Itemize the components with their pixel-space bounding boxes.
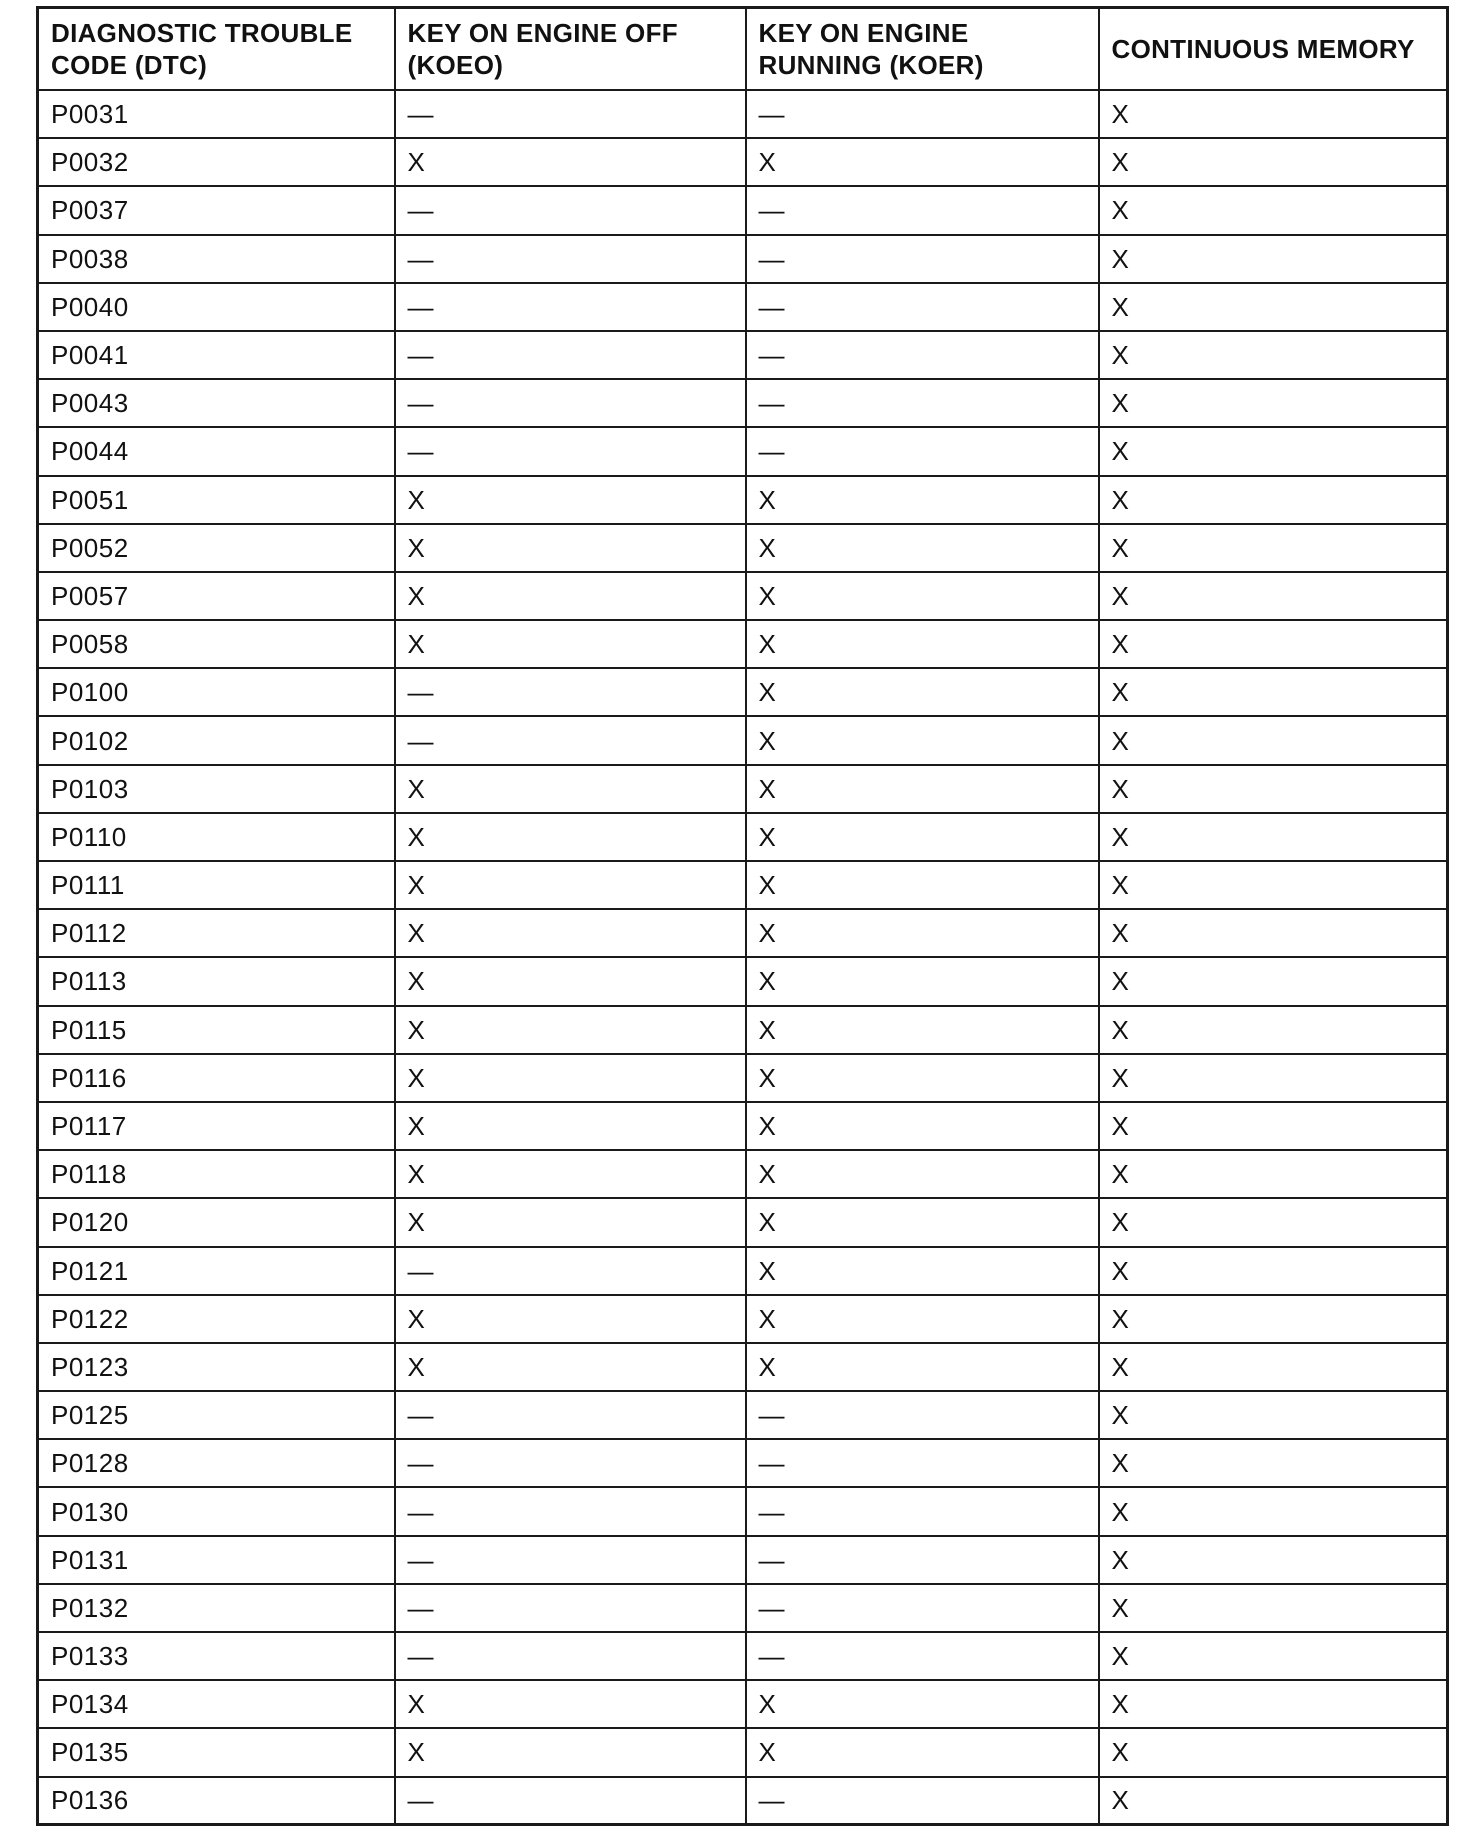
koeo-cell: — xyxy=(395,379,746,427)
koer-cell: X xyxy=(746,1295,1099,1343)
koeo-cell: — xyxy=(395,186,746,234)
continuous-memory-cell: X xyxy=(1099,1006,1448,1054)
table-body xyxy=(38,90,1448,1825)
dtc-code-cell: P0057 xyxy=(38,572,395,620)
table-row xyxy=(38,331,1448,379)
table-row xyxy=(38,1150,1448,1198)
dtc-code-cell: P0132 xyxy=(38,1584,395,1632)
dtc-table xyxy=(36,6,1449,1826)
continuous-memory-cell: X xyxy=(1099,620,1448,668)
dtc-code-cell: P0037 xyxy=(38,186,395,234)
continuous-memory-cell: X xyxy=(1099,1343,1448,1391)
dtc-code-cell: P0058 xyxy=(38,620,395,668)
dtc-code-cell: P0133 xyxy=(38,1632,395,1680)
koer-cell: X xyxy=(746,620,1099,668)
header-continuous-memory: CONTINUOUS MEMORY xyxy=(1099,8,1448,91)
koeo-cell: X xyxy=(395,1343,746,1391)
koer-cell: — xyxy=(746,1777,1099,1825)
koeo-cell: — xyxy=(395,1584,746,1632)
dtc-code-cell: P0038 xyxy=(38,235,395,283)
koer-cell: X xyxy=(746,1006,1099,1054)
koer-cell: X xyxy=(746,1150,1099,1198)
koeo-cell: — xyxy=(395,1777,746,1825)
koeo-cell: X xyxy=(395,1102,746,1150)
continuous-memory-cell: X xyxy=(1099,1102,1448,1150)
dtc-code-cell: P0115 xyxy=(38,1006,395,1054)
dtc-code-cell: P0040 xyxy=(38,283,395,331)
koer-cell: X xyxy=(746,1054,1099,1102)
table-row xyxy=(38,524,1448,572)
dtc-code-cell: P0102 xyxy=(38,716,395,764)
koeo-cell: X xyxy=(395,1150,746,1198)
koeo-cell: — xyxy=(395,283,746,331)
continuous-memory-cell: X xyxy=(1099,1247,1448,1295)
koer-cell: — xyxy=(746,186,1099,234)
koer-cell: X xyxy=(746,765,1099,813)
dtc-code-cell: P0135 xyxy=(38,1728,395,1776)
koeo-cell: — xyxy=(395,716,746,764)
koeo-cell: — xyxy=(395,1487,746,1535)
koeo-cell: X xyxy=(395,861,746,909)
table-row xyxy=(38,1632,1448,1680)
table-row xyxy=(38,668,1448,716)
table-row xyxy=(38,1680,1448,1728)
dtc-code-cell: P0125 xyxy=(38,1391,395,1439)
header-koeo: KEY ON ENGINE OFF (KOEO) xyxy=(395,8,746,91)
dtc-code-cell: P0121 xyxy=(38,1247,395,1295)
continuous-memory-cell: X xyxy=(1099,331,1448,379)
koeo-cell: X xyxy=(395,1054,746,1102)
koeo-cell: X xyxy=(395,1295,746,1343)
dtc-code-cell: P0052 xyxy=(38,524,395,572)
koeo-cell: X xyxy=(395,957,746,1005)
koeo-cell: X xyxy=(395,1680,746,1728)
continuous-memory-cell: X xyxy=(1099,1777,1448,1825)
koer-cell: — xyxy=(746,235,1099,283)
continuous-memory-cell: X xyxy=(1099,861,1448,909)
koer-cell: — xyxy=(746,427,1099,475)
dtc-code-cell: P0117 xyxy=(38,1102,395,1150)
continuous-memory-cell: X xyxy=(1099,1680,1448,1728)
table-row xyxy=(38,813,1448,861)
koer-cell: — xyxy=(746,1487,1099,1535)
koeo-cell: X xyxy=(395,1198,746,1246)
dtc-code-cell: P0122 xyxy=(38,1295,395,1343)
continuous-memory-cell: X xyxy=(1099,813,1448,861)
koeo-cell: — xyxy=(395,668,746,716)
koeo-cell: — xyxy=(395,90,746,138)
koer-cell: X xyxy=(746,1680,1099,1728)
continuous-memory-cell: X xyxy=(1099,427,1448,475)
koer-cell: — xyxy=(746,379,1099,427)
dtc-code-cell: P0043 xyxy=(38,379,395,427)
table-row xyxy=(38,1343,1448,1391)
koer-cell: — xyxy=(746,1439,1099,1487)
table-row xyxy=(38,1439,1448,1487)
dtc-code-cell: P0128 xyxy=(38,1439,395,1487)
dtc-code-cell: P0103 xyxy=(38,765,395,813)
table-row xyxy=(38,1198,1448,1246)
koer-cell: X xyxy=(746,861,1099,909)
continuous-memory-cell: X xyxy=(1099,476,1448,524)
table-row xyxy=(38,1391,1448,1439)
header-dtc: DIAGNOSTIC TROUBLE CODE (DTC) xyxy=(38,8,395,91)
continuous-memory-cell: X xyxy=(1099,186,1448,234)
koer-cell: X xyxy=(746,668,1099,716)
koeo-cell: X xyxy=(395,476,746,524)
koer-cell: X xyxy=(746,572,1099,620)
koer-cell: X xyxy=(746,524,1099,572)
dtc-code-cell: P0116 xyxy=(38,1054,395,1102)
koer-cell: X xyxy=(746,1247,1099,1295)
koer-cell: — xyxy=(746,283,1099,331)
koeo-cell: — xyxy=(395,1536,746,1584)
dtc-code-cell: P0130 xyxy=(38,1487,395,1535)
table-row xyxy=(38,716,1448,764)
table-row xyxy=(38,1054,1448,1102)
table-row xyxy=(38,1536,1448,1584)
koeo-cell: X xyxy=(395,1728,746,1776)
koer-cell: — xyxy=(746,331,1099,379)
koer-cell: X xyxy=(746,813,1099,861)
table-row xyxy=(38,957,1448,1005)
continuous-memory-cell: X xyxy=(1099,138,1448,186)
koer-cell: X xyxy=(746,1198,1099,1246)
dtc-code-cell: P0113 xyxy=(38,957,395,1005)
continuous-memory-cell: X xyxy=(1099,1198,1448,1246)
table-row xyxy=(38,1295,1448,1343)
dtc-code-cell: P0032 xyxy=(38,138,395,186)
continuous-memory-cell: X xyxy=(1099,1391,1448,1439)
koeo-cell: — xyxy=(395,331,746,379)
header-row xyxy=(38,8,1448,91)
continuous-memory-cell: X xyxy=(1099,1632,1448,1680)
table-row xyxy=(38,427,1448,475)
continuous-memory-cell: X xyxy=(1099,668,1448,716)
koer-cell: — xyxy=(746,1391,1099,1439)
continuous-memory-cell: X xyxy=(1099,379,1448,427)
continuous-memory-cell: X xyxy=(1099,1584,1448,1632)
dtc-code-cell: P0136 xyxy=(38,1777,395,1825)
table-row xyxy=(38,379,1448,427)
continuous-memory-cell: X xyxy=(1099,90,1448,138)
dtc-code-cell: P0051 xyxy=(38,476,395,524)
continuous-memory-cell: X xyxy=(1099,957,1448,1005)
koer-cell: — xyxy=(746,90,1099,138)
koer-cell: — xyxy=(746,1632,1099,1680)
continuous-memory-cell: X xyxy=(1099,1439,1448,1487)
koeo-cell: X xyxy=(395,524,746,572)
table-row xyxy=(38,620,1448,668)
koer-cell: X xyxy=(746,957,1099,1005)
koer-cell: X xyxy=(746,138,1099,186)
koer-cell: X xyxy=(746,476,1099,524)
koer-cell: X xyxy=(746,1728,1099,1776)
koeo-cell: — xyxy=(395,1439,746,1487)
dtc-code-cell: P0112 xyxy=(38,909,395,957)
koer-cell: X xyxy=(746,1102,1099,1150)
continuous-memory-cell: X xyxy=(1099,1536,1448,1584)
dtc-code-cell: P0134 xyxy=(38,1680,395,1728)
dtc-code-cell: P0120 xyxy=(38,1198,395,1246)
koer-cell: X xyxy=(746,1343,1099,1391)
table-row xyxy=(38,1247,1448,1295)
dtc-code-cell: P0100 xyxy=(38,668,395,716)
dtc-code-cell: P0118 xyxy=(38,1150,395,1198)
table-row xyxy=(38,1584,1448,1632)
dtc-code-cell: P0110 xyxy=(38,813,395,861)
koeo-cell: X xyxy=(395,909,746,957)
koer-cell: X xyxy=(746,716,1099,764)
koeo-cell: X xyxy=(395,572,746,620)
koeo-cell: — xyxy=(395,1247,746,1295)
table-row xyxy=(38,1777,1448,1825)
continuous-memory-cell: X xyxy=(1099,235,1448,283)
table-row xyxy=(38,1006,1448,1054)
koeo-cell: X xyxy=(395,765,746,813)
koer-cell: — xyxy=(746,1536,1099,1584)
continuous-memory-cell: X xyxy=(1099,524,1448,572)
table-row xyxy=(38,909,1448,957)
table-row xyxy=(38,476,1448,524)
koeo-cell: X xyxy=(395,813,746,861)
koeo-cell: X xyxy=(395,620,746,668)
koer-cell: X xyxy=(746,909,1099,957)
table-row xyxy=(38,572,1448,620)
continuous-memory-cell: X xyxy=(1099,1054,1448,1102)
koeo-cell: — xyxy=(395,1632,746,1680)
continuous-memory-cell: X xyxy=(1099,716,1448,764)
dtc-code-cell: P0041 xyxy=(38,331,395,379)
continuous-memory-cell: X xyxy=(1099,909,1448,957)
continuous-memory-cell: X xyxy=(1099,1150,1448,1198)
table-row xyxy=(38,861,1448,909)
continuous-memory-cell: X xyxy=(1099,1295,1448,1343)
table-row xyxy=(38,90,1448,138)
table-row xyxy=(38,186,1448,234)
continuous-memory-cell: X xyxy=(1099,765,1448,813)
table-row xyxy=(38,138,1448,186)
dtc-code-cell: P0044 xyxy=(38,427,395,475)
koeo-cell: — xyxy=(395,235,746,283)
table-row xyxy=(38,1728,1448,1776)
table-row xyxy=(38,1102,1448,1150)
dtc-code-cell: P0123 xyxy=(38,1343,395,1391)
dtc-code-cell: P0031 xyxy=(38,90,395,138)
table-row xyxy=(38,1487,1448,1535)
continuous-memory-cell: X xyxy=(1099,283,1448,331)
koeo-cell: — xyxy=(395,1391,746,1439)
koeo-cell: X xyxy=(395,138,746,186)
dtc-code-cell: P0111 xyxy=(38,861,395,909)
continuous-memory-cell: X xyxy=(1099,1487,1448,1535)
table-row xyxy=(38,283,1448,331)
koeo-cell: — xyxy=(395,427,746,475)
continuous-memory-cell: X xyxy=(1099,572,1448,620)
table-header xyxy=(38,8,1448,91)
dtc-code-cell: P0131 xyxy=(38,1536,395,1584)
table-row xyxy=(38,765,1448,813)
continuous-memory-cell: X xyxy=(1099,1728,1448,1776)
table-row xyxy=(38,235,1448,283)
header-koer: KEY ON ENGINE RUNNING (KOER) xyxy=(746,8,1099,91)
koer-cell: — xyxy=(746,1584,1099,1632)
koeo-cell: X xyxy=(395,1006,746,1054)
